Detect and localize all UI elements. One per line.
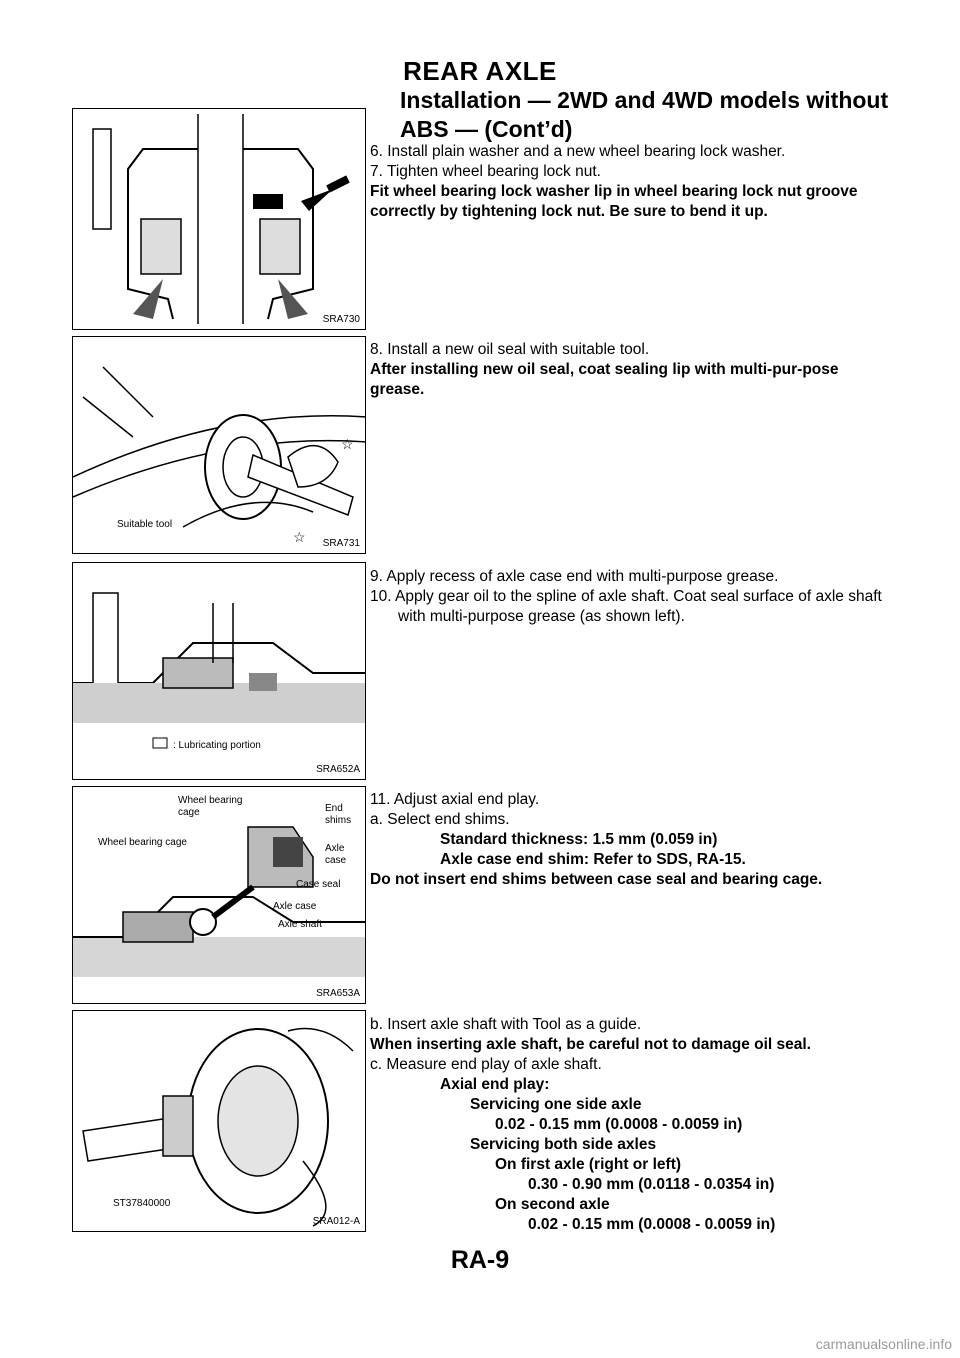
section-title: REAR AXLE <box>403 56 557 86</box>
figure-id: SRA653A <box>316 988 360 999</box>
label-axle: Axle <box>325 843 345 854</box>
page-heading: Installation — 2WD and 4WD models without ABS — (Cont’d) <box>400 87 889 142</box>
figure-id: SRA652A <box>316 764 360 775</box>
label-suitable-tool: Suitable tool <box>117 519 173 530</box>
axle-shaft-insertion-illustration <box>73 1011 366 1232</box>
lubrication-illustration <box>73 563 366 780</box>
figure-sra652a <box>72 562 366 780</box>
step-block-5: b. Insert axle shaft with Tool as a guide. When inserting axle shaft, be careful not to damage oil seal. c. Measure end play of axle shaft. Axial end play: Servicing one side axle 0.02 - 0.15 mm (0.0008 - 0.0059 in) Servicing both side axles On first axle (right or left) 0.30 - 0.90 mm (0.0118 - 0.0354 in) On second axle 0.02 - 0.15 mm (0.0008 - 0.0059 in) <box>370 1016 811 1233</box>
label-end: End <box>325 803 343 814</box>
step-block-4: 11. Adjust axial end play. a. Select end shims. Standard thickness: 1.5 mm (0.059 in) Axle case end shim: Refer to SDS, RA-15. Do not insert end shims between case seal and bearing cage. <box>370 791 823 888</box>
label-cage: cage <box>178 807 200 818</box>
label-case-seal: Case seal <box>296 879 341 890</box>
step-block-3: 9. Apply recess of axle case end with multi-purpose grease. 10. Apply gear oil to the spline of axle shaft. Coat seal surface of axle shaft with multi-purpose grease (as shown left). <box>370 568 882 625</box>
step-block-2: 8. Install a new oil seal with suitable tool. After installing new oil seal, coat sealing lip with multi-pur-pose grease. <box>370 341 839 398</box>
figure-sra012-a <box>72 1010 366 1232</box>
svg-text:☆: ☆ <box>341 436 354 452</box>
figure-sra731 <box>72 336 366 554</box>
step-block-1: 6. Install plain washer and a new wheel bearing lock washer. 7. Tighten wheel bearing lock nut. Fit wheel bearing lock washer lip in wheel bearing lock nut groove correctly by tightening lock nut. Be sure to bend it up. <box>370 143 858 220</box>
label-case: case <box>325 855 347 866</box>
end-shim-illustration <box>73 787 366 1004</box>
svg-text:☆: ☆ <box>293 529 306 545</box>
label-axle-shaft: Axle shaft <box>278 919 322 930</box>
label-wheel-bearing: Wheel bearing <box>178 795 243 806</box>
label-axle-case: Axle case <box>273 901 317 912</box>
bearing-lock-nut-illustration <box>73 109 366 330</box>
label-lubricating-portion: : Lubricating portion <box>173 740 261 751</box>
figure-sra730 <box>72 108 366 330</box>
label-shims: shims <box>325 815 352 826</box>
watermark: carmanualsonline.info <box>815 1336 952 1352</box>
figure-id: SRA731 <box>322 538 360 549</box>
oil-seal-install-illustration <box>73 337 366 554</box>
page-number: RA-9 <box>450 1246 510 1274</box>
label-tool-number: ST37840000 <box>113 1198 171 1209</box>
figure-sra653a <box>72 786 366 1004</box>
label-wheel-bearing-cage: Wheel bearing cage <box>98 837 187 848</box>
figure-id: SRA012-A <box>312 1216 360 1227</box>
figure-id: SRA730 <box>322 314 360 325</box>
